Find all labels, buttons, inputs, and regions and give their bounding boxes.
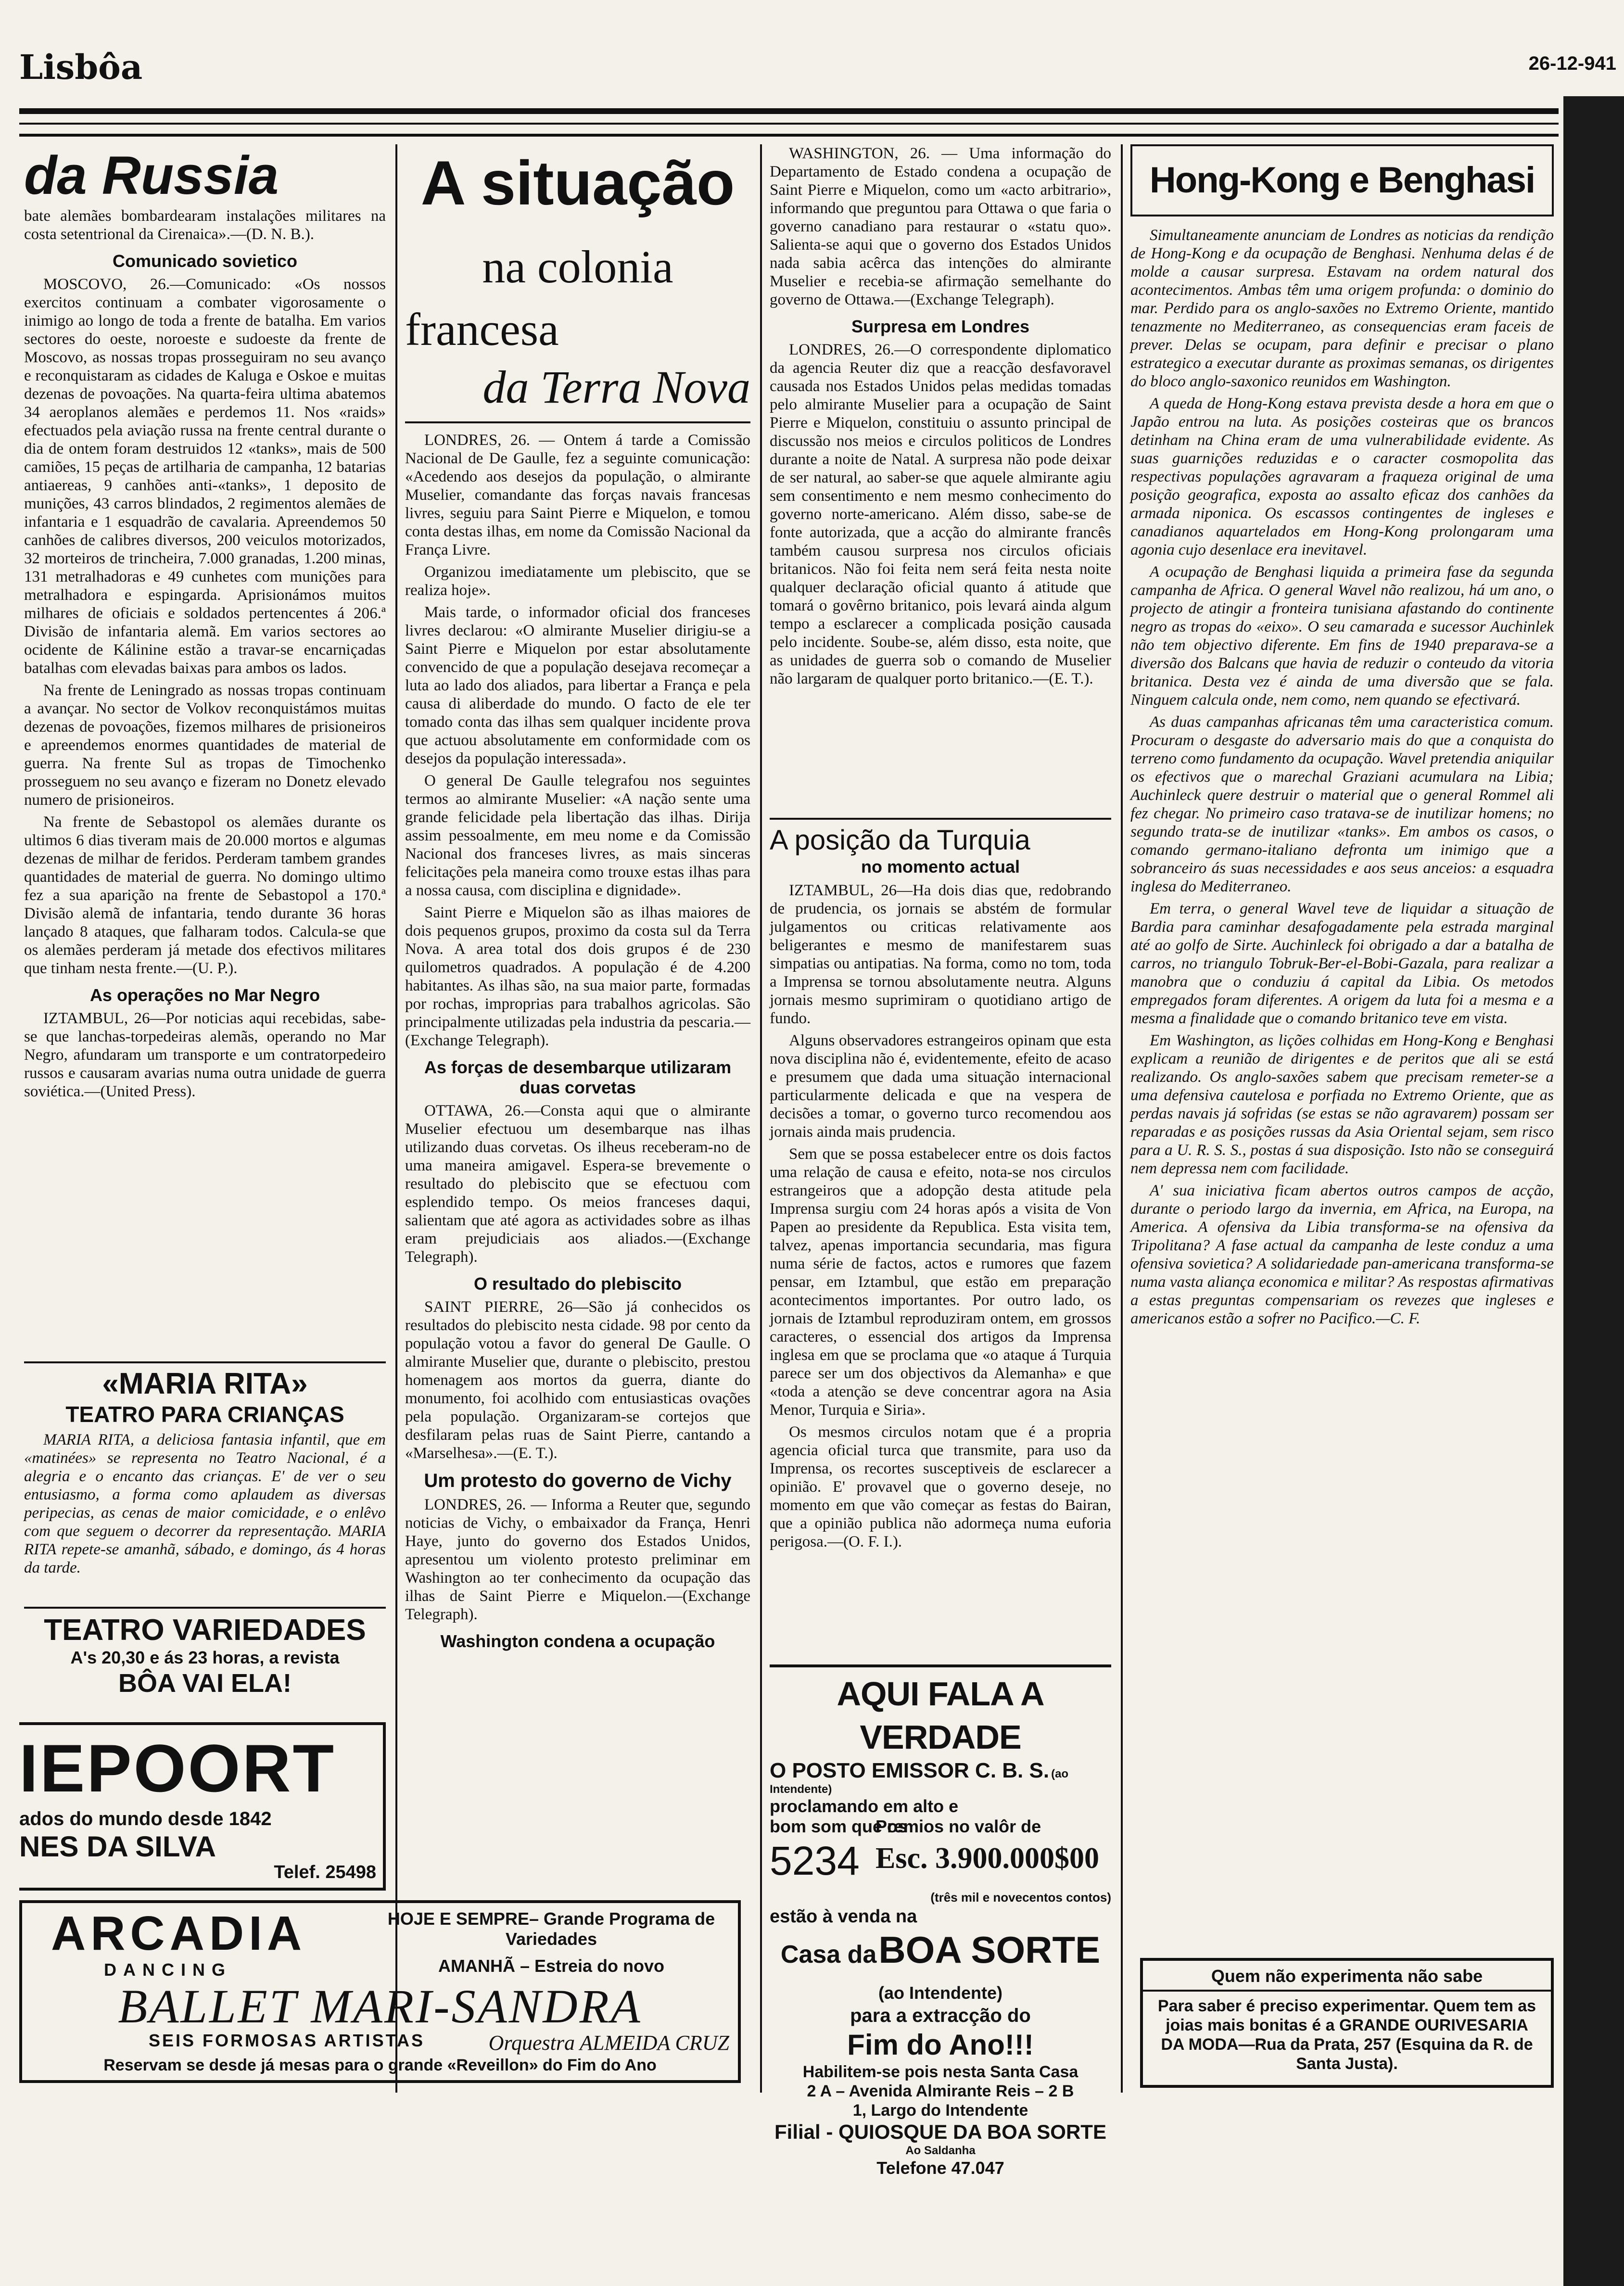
scan-edge (1563, 96, 1624, 2286)
premios-extenso: (três mil e novecentos contos) (930, 1890, 1111, 1905)
casa-line (770, 1928, 1111, 1982)
ao-intendente: (ao Intendente) (878, 1983, 1002, 2003)
filial: Filial - QUIOSQUE DA BOA SORTE (774, 2121, 1106, 2143)
hongkong-paragraph: A queda de Hong-Kong estava prevista desde a hora em que o Japão entrou na luta. As posições costeiras que os brancos detinham na China eram de uma vulnerabilidade evidente. As suas guarnições reduzidas e o caracter cosmopolita das respectivas populações agravaram a fraqueza original de uma posição geografica, exposta ao assalto eficaz dos canhões da armada niponica. Os escassos contingentes de ingleses e canadianos aquartelados em Hong-Kong prolongaram uma agonia cujo desenlace era inevitavel. (1130, 395, 1554, 559)
situacao-paragraph: O general De Gaulle telegrafou nos seguintes termos ao almirante Muselier: «A nação sente uma grande felicidade pela libertação das ilhas. Dirija assim pessoalmente, em meu nome e da Comissão Nacional dos franceses livres, as mais sinceras felicitações pela maneira como trouxe estas ilhas para a nossa causa, com disciplina e dignidade». (405, 772, 750, 899)
arcadia-hoje: HOJE E SEMPRE– Grande Programa de Variedades (387, 1909, 715, 1949)
headline-rule (405, 421, 750, 423)
turquia-paragraph: IZTAMBUL, 26—Ha dois dias que, redobrando de prudencia, os jornais se abstém de formular julgamentos ou criticas relativamente aos beligerantes e mesmo de manifestarem suas simpatias ou antipatias. Na forma, como no tom, toda a Imprensa se tornou absolutamente neutra. Alguns jornais mesmo suprimiram o quotidiano artigo de fundo. (770, 882, 1111, 1027)
russia-column (24, 144, 386, 1385)
variedades-title: TEATRO VARIEDADES (44, 1613, 366, 1647)
situacao-paragraph: Organizou imediatamente um plebiscito, que se realiza hoje». (405, 563, 750, 599)
situacao-sub-vichy: Um protesto do governo de Vichy (424, 1470, 732, 1491)
maria-rita-title: «MARIA RITA» (102, 1367, 308, 1400)
variedades-ad (24, 1607, 386, 1703)
turquia-subhead: no momento actual (861, 857, 1020, 876)
arcadia-orquestra: Orquestra ALMEIDA CRUZ (488, 2031, 729, 2055)
posto-intendente: (ao Intendente) (770, 1767, 1069, 1796)
maria-rita-section (24, 1361, 386, 1607)
arcadia-amanha: AMANHÃ – Estreia do novo (438, 1956, 665, 1976)
column-rule (760, 144, 762, 2093)
russia-paragraph: IZTAMBUL, 26—Por noticias aqui recebidas, sabe-se que lanchas-torpedeiras alemãs, operando no Mar Negro, afundaram um transporte e um contratorpedeiro russos e causaram avarias numa outra unidade de guerra soviética.—(United Press). (24, 1010, 386, 1100)
header-rule-1 (19, 108, 1559, 114)
russia-headline: da Russia (24, 145, 279, 205)
situacao-column-b (770, 144, 1111, 818)
column-rule (1121, 144, 1123, 2093)
arcadia-seis: SEIS FORMOSAS ARTISTAS (148, 2031, 425, 2050)
ourivesaria-title: Quem não experimenta não sabe (1143, 1961, 1551, 1992)
situacao-paragraph: SAINT PIERRE, 26—São já conhecidos os resultados do plebiscito nesta cidade. 98 por cento da população votou a favor do general De Gaulle. O almirante Muselier que, durante o plebiscito, prestou homenagem aos mortos da guerra, diante do monumento, foi acolhido com entusiasticas ovações pela população. Organizaram-se cortejos que desfilaram pelas ruas de Saint Pierre, cantando a «Marselhesa».—(E. T.). (405, 1298, 750, 1462)
situacao-column-a (405, 144, 750, 1895)
section-rule (770, 818, 1111, 820)
posto-line (770, 1759, 1111, 1796)
ourivesaria-text: Para saber é preciso experimentar. Quem tem as joias mais bonitas é a GRANDE OURIVESARIA DA MODA—Rua da Prata, 257 (Esquina da R. de Santa Justa). (1157, 1997, 1536, 2073)
russia-intro: bate alemães bombardearam instalações militares na costa setentrional da Cirenaica».—(D. N. B.). (24, 207, 386, 243)
largo: 1, Largo do Intendente (852, 2101, 1028, 2120)
situacao-paragraph: Saint Pierre e Miquelon são as ilhas maiores de dois pequenos grupos, proximo da costa sul da Terra Nova. A area total dos dois grupos é de 230 quilometros quadrados. A população é de 4.200 habitantes. As ilhas são, na sua maior parte, formadas por rochas, improprias para trabalhos agricolas. São principalmente utilizadas pela industria da pescaria.—(Exchange Telegraph). (405, 904, 750, 1049)
saldanha: Ao Saldanha (905, 2144, 976, 2157)
boa-sorte-ad (770, 1664, 1111, 2178)
para-extracao: para a extracção do (850, 2005, 1031, 2026)
hongkong-paragraph: As duas campanhas africanas têm uma caracteristica comum. Procuram o desgaste do adversario mais do que a conquista do terreno como fundamento da ocupação. Wavel pretendia aniquilar os efectivos que o marechal Graziani acumulara na Libia; Auchinleck quere destruir o material que o general Rommel ali fez chegar. No primeiro caso tratava-se de inutilizar homens; no segundo trata-se de inutilizar «tanks». Em ambos os casos, o comando germano-italiano defronta um inimigo que a sobranceiro ás suas necessidades e aos seus anceios: a esquadra inglesa do Mediterraneo. (1130, 713, 1554, 895)
situacao-headline: A situação (420, 148, 735, 218)
turquia-paragraph: Alguns observadores estrangeiros opinam que esta nova disciplina não é, evidentemente, efeito de acaso e presumem que dada uma situação internacional particularmente delicada e que na vespera de decisões a tomar, o governo turco recomendou aos jornais ainda mais prudencia. (770, 1032, 1111, 1141)
column-rule (395, 144, 397, 2093)
variedades-show: BÔA VAI ELA! (118, 1669, 292, 1698)
russia-paragraph: MOSCOVO, 26.—Comunicado: «Os nossos exercitos continuam a combater vigorosamente o inimigo ao longo de toda a frente de batalha. Em varios sectores do oeste, noroeste e sudoeste da frente de Moscovo, as nossas tropas prosseguiram no seu avanço e reconquistaram as cidades de Kaluga e Oskoe e muitas dezenas de povoações. Na quarta-feira ultima abatemos 34 aeroplanos alemães e perdemos 11. Nos «raids» efectuados pela aviação russa na frente central durante o dia de ontem foram destruidos 12 «tanks», mais de 500 camiões, 15 peças de artilharia de campanha, 12 batarias antiaereas, 9 canhões anti-«tanks», 1 deposito de munições, 43 carros blindados, 2 regimentos alemães de infantaria e 1 esquadrão de cavalaria. Apreendemos 50 canhões de calibres diversos, 200 veiculos motorizados, 32 morteiros de trincheira, 7.000 granadas, 1.200 minas, 131 metralhadoras e 49 cunhetes com munições para metralhadora e espingarda. Aprisionámos muitos milhares de oficiais e soldados pertencentes á 206.ª Divisão de infantaria alemã. Em varios sectores ao ocidente de Kálinine estão a travar-se encarniçadas batalhas com elevadas baixas para ambos os lados. (24, 276, 386, 677)
niepoort-name: IEPOORT (19, 1730, 336, 1806)
section-rule (770, 1664, 1111, 1667)
header-rule-2 (19, 123, 1559, 125)
situacao-sub-corvetas: As forças de desembarque utilizaram duas corvetas (424, 1057, 732, 1097)
hongkong-paragraph: Em terra, o general Wavel teve de liquidar a situação de Bardia para caminhar desafogadamente pela estrada marginal até ao golfo de Sirte. Auchinleck foi obrigado a dar a batalha de carros, no triangulo Tobruk-Ber-el-Bobi-Gazala, para realizar a manobra que o conduziu á capital da Libia. Os metodos empregados foram diferentes. A origem da luta foi a mesma e a mesma a finalidade que o comando britanico teve em vista. (1130, 900, 1554, 1027)
situacao-paragraph: OTTAWA, 26.—Consta aqui que o almirante Muselier efectuou um desembarque nas ilhas utilizando duas corvetas. Os ilheus receberam-no de uma maneira amigavel. Espera-se brevemente o resultado do plebiscito que se efectuou com esplendido tempo. Os meios franceses daqui, salientam que até agora as actividades sobre as ilhas eram prejudiciais aos aliados.—(Exchange Telegraph). (405, 1102, 750, 1266)
situacao-sub-washington: Washington condena a ocupação (440, 1631, 715, 1651)
arcadia-ballet: BALLET MARI-SANDRA (118, 1980, 642, 2033)
situacao-paragraph: Mais tarde, o informador oficial dos franceses livres declarou: «O almirante Muselier dirigiu-se a Saint Pierre e Miquelon por estar absolutamente convencido de que a população desejava recomeçar a luta ao lado dos aliados, para libertar a França e pela causa di aliberdade do mundo. O facto de ele ter tomado conta das ilhas sem qualquer incidente prova que actuou absolutamente em conformidade com os desejos da população interessada». (405, 604, 750, 767)
situacao-deck3: da Terra Nova (482, 361, 750, 413)
spacer (1130, 216, 1554, 226)
situacao-sub-plebiscito: O resultado do plebiscito (473, 1274, 682, 1294)
venda-line: estão à venda na (770, 1906, 917, 1927)
arcadia-ad (19, 1900, 741, 2083)
russia-sub-mar-negro: As operações no Mar Negro (89, 985, 320, 1005)
page-date: 26-12-941 (1528, 53, 1616, 74)
niepoort-since: ados do mundo desde 1842 (19, 1808, 272, 1829)
aqui-fala-headline: AQUI FALA A VERDADE (837, 1675, 1044, 1756)
niepoort-tel: Telef. 25498 (274, 1862, 376, 1882)
situacao-deck1: na colonia (482, 241, 673, 292)
section-rule (24, 1361, 386, 1363)
arcadia-dancing: DANCING (104, 1960, 232, 1980)
variedades-line: A's 20,30 e ás 23 horas, a revista (70, 1648, 340, 1667)
situacao-deck2: francesa (405, 304, 559, 355)
hongkong-paragraph: Em Washington, as lições colhidas em Hong-Kong e Benghasi explicam a reunião de dirigentes e de peritos que ali se está realizando. Os anglo-saxões sabem que precisam remeter-se a uma defensiva cautelosa e porfiada no Extremo Oriente, que as perdas navais já sofridas (se estas se não agravarem) possam ser reparadas e as posições russas da Asia Oriental sejam, sem risco para a U. R. S. S., postas á sua disposição. Isto não se conseguirá nem depressa nem com facilidade. (1130, 1032, 1554, 1177)
russia-paragraph: Na frente de Sebastopol os alemães durante os ultimos 6 dias tiveram mais de 20.000 mortos e algumas dezenas de milhar de feridos. Perderam tambem grandes quantidades de material de guerra. No domingo ultimo fez a sua aparição na frente de Sebastopol a 170.ª Divisão alemã de infantaria, tendo durante 36 horas lançado 8 ataques, que falharam todos. Calcula-se que os alemães perderam já metade dos efectivos militares que tinham nesta frente.—(U. P.). (24, 813, 386, 977)
paper-name: Lisbôa (19, 47, 143, 87)
turquia-paragraph: Os mesmos circulos notam que é a propria agencia oficial turca que transmite, para uso da Imprensa, os recortes susceptiveis de esclarecer a opinião. E' provavel que o governo deseje, no momento em que vão começar as festas do Bairan, que a opinião publica não adormeça numa euforia perigosa.—(O. F. I.). (770, 1423, 1111, 1550)
hongkong-paragraph: A ocupação de Benghasi liquida a primeira fase da segunda campanha de Africa. O general Wavel não realizou, há um ano, o projecto de atingir a fronteira tunisiana afastando do continente negro as tropas do «eixo». O seu camarada e sucessor Auchinlek não tem objectivo diferente. Em fins de 1940 preparava-se a diversão dos Balcans que havia de reduzir o conteudo da vitoria britanica. Desta vez é ainda de uma diversão que se fala. Ninguem calcula onde, nem como, nem quando se efectivará. (1130, 563, 1554, 709)
ourivesaria-ad (1140, 1958, 1554, 2088)
premios-number: 5234 (770, 1838, 860, 1883)
situacao-sub-surpresa: Surpresa em Londres (851, 317, 1030, 336)
turquia-section (770, 818, 1111, 1660)
maria-rita-text: MARIA RITA, a deliciosa fantasia infantil, que em «matinées» se representa no Teatro Nacional, é a alegria e o encanto das crianças. E' de ver o seu entusiasmo, a forma como aplaudem as diversas peripecias, as cenas de maior comicidade, e o enlêvo com que seguem o decorrer da representação. MARIA RITA repete-se amanhã, sábado, e domingo, ás 4 horas da tarde. (24, 1431, 386, 1576)
section-rule (24, 1607, 386, 1609)
premios-amount: Esc. 3.900.000$00 (875, 1842, 1099, 1875)
hongkong-headline-box (1130, 144, 1554, 216)
casa-da: Casa da (780, 1941, 877, 1968)
turquia-paragraph: Sem que se possa estabelecer entre os dois factos uma relação de causa e efeito, nota-se nos circulos estrangeiros que a adopção desta atitude pela Imprensa surgiu com 24 horas após a visita de Von Papen ao presidente da Republica. Esta visita tem, talvez, apenas importancia secundaria, mas figura numa série de factos, actos e rumores que fazem pensar, em Iztambul, que estão em preparação acontecimentos importantes. Por outro lado, os jornais de Iztambul reproduziram ontem, em grossos caracteres, o essencial dos artigos da Imprensa inglesa em que se proclama que «o ataque á Turquia parece ser um dos objectivos da Alemanha» e que «toda a atenção se deve concentrar agora na Asia Menor, Turquia e Siria». (770, 1145, 1111, 1419)
hongkong-headline: Hong-Kong e Benghasi (1149, 160, 1535, 201)
habilitem: Habilitem-se pois nesta Santa Casa (802, 2063, 1078, 2081)
situacao-paragraph: LONDRES, 26.—O correspondente diplomatico da agencia Reuter diz que a reacção desfavoravel causada nos Estados Unidos pelas medidas tomadas pelo almirante Muselier para a ocupação de Saint Pierre e Miquelon, constituiu o assunto principal de discussão nos meios e circulos politicos de Londres durante a noite de Natal. A surpresa não pode deixar de ser natural, ao saber-se que aquele almirante agiu sem consentimento e nem mesmo conhecimento do governo norte-americano. Além disso, sabe-se de fonte autorizada, que a acção do almirante francês também causou surpresa nos circulos oficiais britanicos. Não foi feita nem será feita nesta noite qualquer declaração oficial quanto á atitude que tomará o govêrno britanico, pois levará ainda algum tempo a esclarecer a complicada posição causada pelo incidente. Soube-se, além disso, esta noite, que as unidades de guerra sob o comando de Muselier não largaram de qualquer porto britanico.—(E. T.). (770, 341, 1111, 687)
arcadia-reserva: Reservam se desde já mesas para o grande «Reveillon» do Fim do Ano (103, 2056, 657, 2074)
arcadia-name: ARCADIA (51, 1906, 307, 1960)
niepoort-agent: NES DA SILVA (19, 1830, 216, 1863)
hongkong-column (1130, 144, 1554, 1953)
avenida: 2 A – Avenida Almirante Reis – 2 B (807, 2082, 1074, 2100)
fim-do-ano: Fim do Ano!!! (847, 2029, 1034, 2061)
situacao-paragraph: LONDRES, 26. — Informa a Reuter que, segundo noticias de Vichy, o embaixador da França, Henri Haye, junto do governo dos Estados Unidos, apresentou um violento protesto preliminar em Washington ao ter conhecimento da ocupação das ilhas de Saint Pierre e Miquelon.—(Exchange Telegraph). (405, 1496, 750, 1623)
russia-sub-comunicado: Comunicado sovietico (112, 251, 298, 271)
telefone: Telefone 47.047 (876, 2158, 1004, 2178)
posto-emissor: O POSTO EMISSOR C. B. S. (770, 1759, 1050, 1782)
hongkong-paragraph: Simultaneamente anunciam de Londres as noticias da rendição de Hong-Kong e da ocupação de Benghasi. Nenhuma delas é de molde a causar surpresa. Estavam na ordem natural dos acontecimentos. Ambas têm uma origem profunda: o dominio do mar. Perdido para os anglo-saxões no Extremo Oriente, mantido tenazmente no Mediterraneo, as consequencias eram faceis de prever. Delas se ocupam, para definir e precisar o plano estrategico a executar durante as proximas semanas, os dirigentes do bloco anglo-saxonico reunidos em Washington. (1130, 227, 1554, 390)
hongkong-paragraph: A' sua iniciativa ficam abertos outros campos de acção, durante o periodo largo da invernia, em Africa, na Europa, na America. A ofensiva da Libia transforma-se na ofensiva da Tripolitana? A fase actual da campanha de leste conduz a uma ofensiva sovietica? A solidariedade pan-americana transforma-se numa vasta aliança economica e militar? As respostas afirmativas a estas preguntas compensariam os revezes que ingleses e americanos estão a sofrer no Pacifico.—C. F. (1130, 1182, 1554, 1327)
header-rule-3 (19, 134, 1559, 137)
maria-rita-subtitle: TEATRO PARA CRIANÇAS (65, 1402, 344, 1427)
niepoort-ad (19, 1722, 386, 1891)
proclamando: proclamando em alto e bom som que os (770, 1796, 959, 1836)
boa-sorte-name: BOA SORTE (878, 1929, 1101, 1971)
situacao-paragraph: LONDRES, 26. — Ontem á tarde a Comissão Nacional de De Gaulle, fez a seguinte comunicação: «Acedendo aos desejos da população, o almirante Muselier, comandante das forças navais francesas livres, seguiu para Saint Pierre e Miquelon, e tomou conta destas ilhas, em nome da Comissão Nacional da França Livre. (405, 432, 750, 559)
russia-paragraph: Na frente de Leningrado as nossas tropas continuam a avançar. No sector de Volkov reconquistámos muitas dezenas de povoações, fizemos milhares de prisioneiros e apreendemos enormes quantidades de material de guerra. Na frente Sul as tropas de Timochenko prosseguem no seu avanço e fizeram no Donetz elevado numero de prisioneiros. (24, 682, 386, 809)
premios-label: Premios no valôr de (875, 1816, 1041, 1836)
situacao-paragraph: WASHINGTON, 26. — Uma informação do Departamento de Estado condena a ocupação de Saint Pierre e Miquelon, como um «acto arbitrario», informando que preguntou para Ottawa o que faria o governo canadiano para restaurar o «statu quo». Salienta-se aqui que o governo dos Estados Unidos nada sabia acêrca das intenções do almirante Muselier e recebia-se afirmação semelhante do governo de Ottawa.—(Exchange Telegraph). (770, 145, 1111, 308)
turquia-headline: A posição da Turquia (770, 825, 1030, 856)
